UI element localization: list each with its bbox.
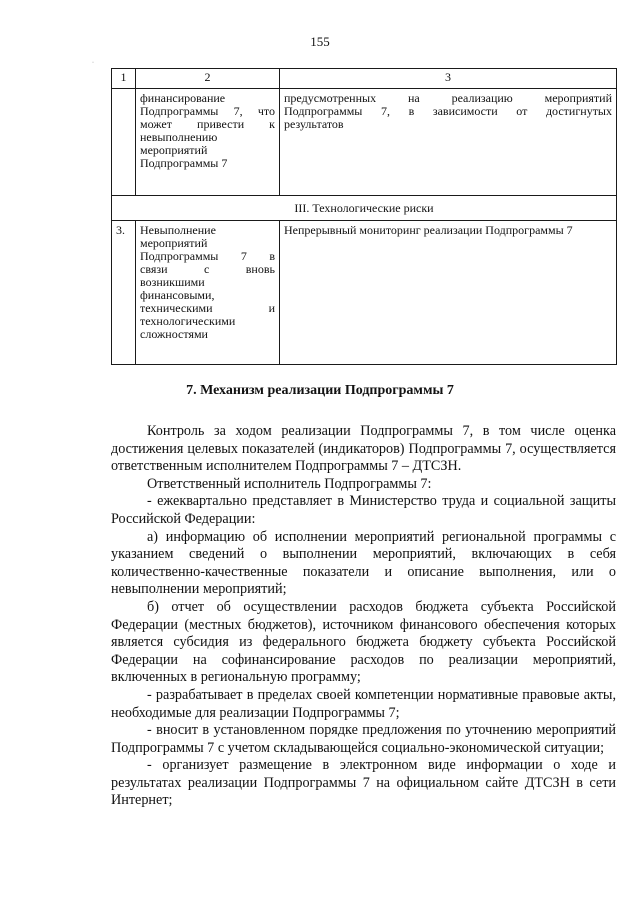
cell-line: Подпрограммы 7 в [140, 249, 275, 263]
cell-line: мероприятий [140, 236, 208, 250]
page-number: 155 [310, 34, 330, 49]
risk-table [111, 68, 617, 365]
paragraph: б) отчет об осуществлении расходов бюджета субъекта Российской Федерации (местных бюджетов), источником финансового обеспечения которых является субсидия из федерального бюджета бюджету субъекта Российской Федерации на софинансирование расходов по реализации мероприятий, включенных в региональную программу; [111, 598, 616, 686]
table-row [112, 221, 617, 365]
section-heading: 7. Механизм реализации Подпрограммы 7 [186, 383, 454, 398]
header-cell-3: 3 [280, 69, 617, 89]
paragraph: - ежеквартально представляет в Министерство труда и социальной защиты Российской Федерации: [111, 493, 616, 527]
cell-line: мероприятий [140, 143, 208, 157]
row2-num-cell: 3. [112, 221, 136, 365]
table-header-row [112, 69, 617, 89]
paragraph: - разрабатывает в пределах своей компетенции нормативные правовые акты, необходимые для реализации Подпрограммы 7; [111, 686, 616, 721]
table-row [112, 89, 617, 196]
header-cell-2: 2 [136, 69, 280, 89]
row1-risk-cell [136, 89, 280, 196]
row2-risk-cell [136, 221, 280, 365]
cell-line: связи с вновь [140, 262, 275, 276]
header-cell-1: 1 [112, 69, 136, 89]
cell-line: техническими и [140, 301, 275, 315]
cell-line: технологическими [140, 314, 236, 328]
paragraph: - организует размещение в электронном виде информации о ходе и результатах реализации Подпрограммы 7 на официальном сайте ДТСЗН в сети Интернет; [111, 757, 616, 809]
body-text [111, 423, 616, 810]
cell-line: результатов [284, 117, 344, 131]
table-section-row [112, 196, 617, 221]
cell-line: Невыполнение [140, 223, 216, 237]
cell-line: Подпрограммы 7, в зависимости от достигнутых [284, 104, 612, 118]
cell-line: финансовыми, [140, 288, 215, 302]
row1-num-cell [112, 89, 136, 196]
paragraph: - вносит в установленном порядке предложения по уточнению мероприятий Подпрограммы 7 с учетом складывающейся социально-экономической ситуации; [111, 722, 616, 756]
paragraph: а) информацию об исполнении мероприятий региональной программы с указанием сведений о выполнении мероприятий, включающих в себя количественно-качественные показатели и описание выполнения, или о невыполнении мероприятий; [111, 528, 616, 598]
paragraph: Контроль за ходом реализации Подпрограммы 7, в том числе оценка достижения целевых показателей (индикаторов) Подпрограммы 7, осуществляется ответственным исполнителем Подпрограммы 7 – ДТСЗН. [111, 423, 616, 475]
cell-line: предусмотренных на реализацию мероприятий [284, 91, 612, 105]
cell-line: возникшими [140, 275, 205, 289]
cell-line: Подпрограммы 7, что [140, 104, 275, 118]
cell-line: сложностями [140, 327, 208, 341]
paragraph: Ответственный исполнитель Подпрограммы 7: [147, 475, 432, 492]
cell-line: может привести к [140, 117, 275, 131]
cell-line: Подпрограммы 7 [140, 156, 228, 170]
row2-measure-cell: Непрерывный мониторинг реализации Подпрограммы 7 [280, 221, 617, 365]
corner-mark: · [92, 60, 94, 66]
cell-line: финансирование [140, 91, 226, 105]
row1-measure-cell [280, 89, 617, 196]
cell-line: невыполнению [140, 130, 218, 144]
section-title-cell: III. Технологические риски [112, 196, 617, 221]
